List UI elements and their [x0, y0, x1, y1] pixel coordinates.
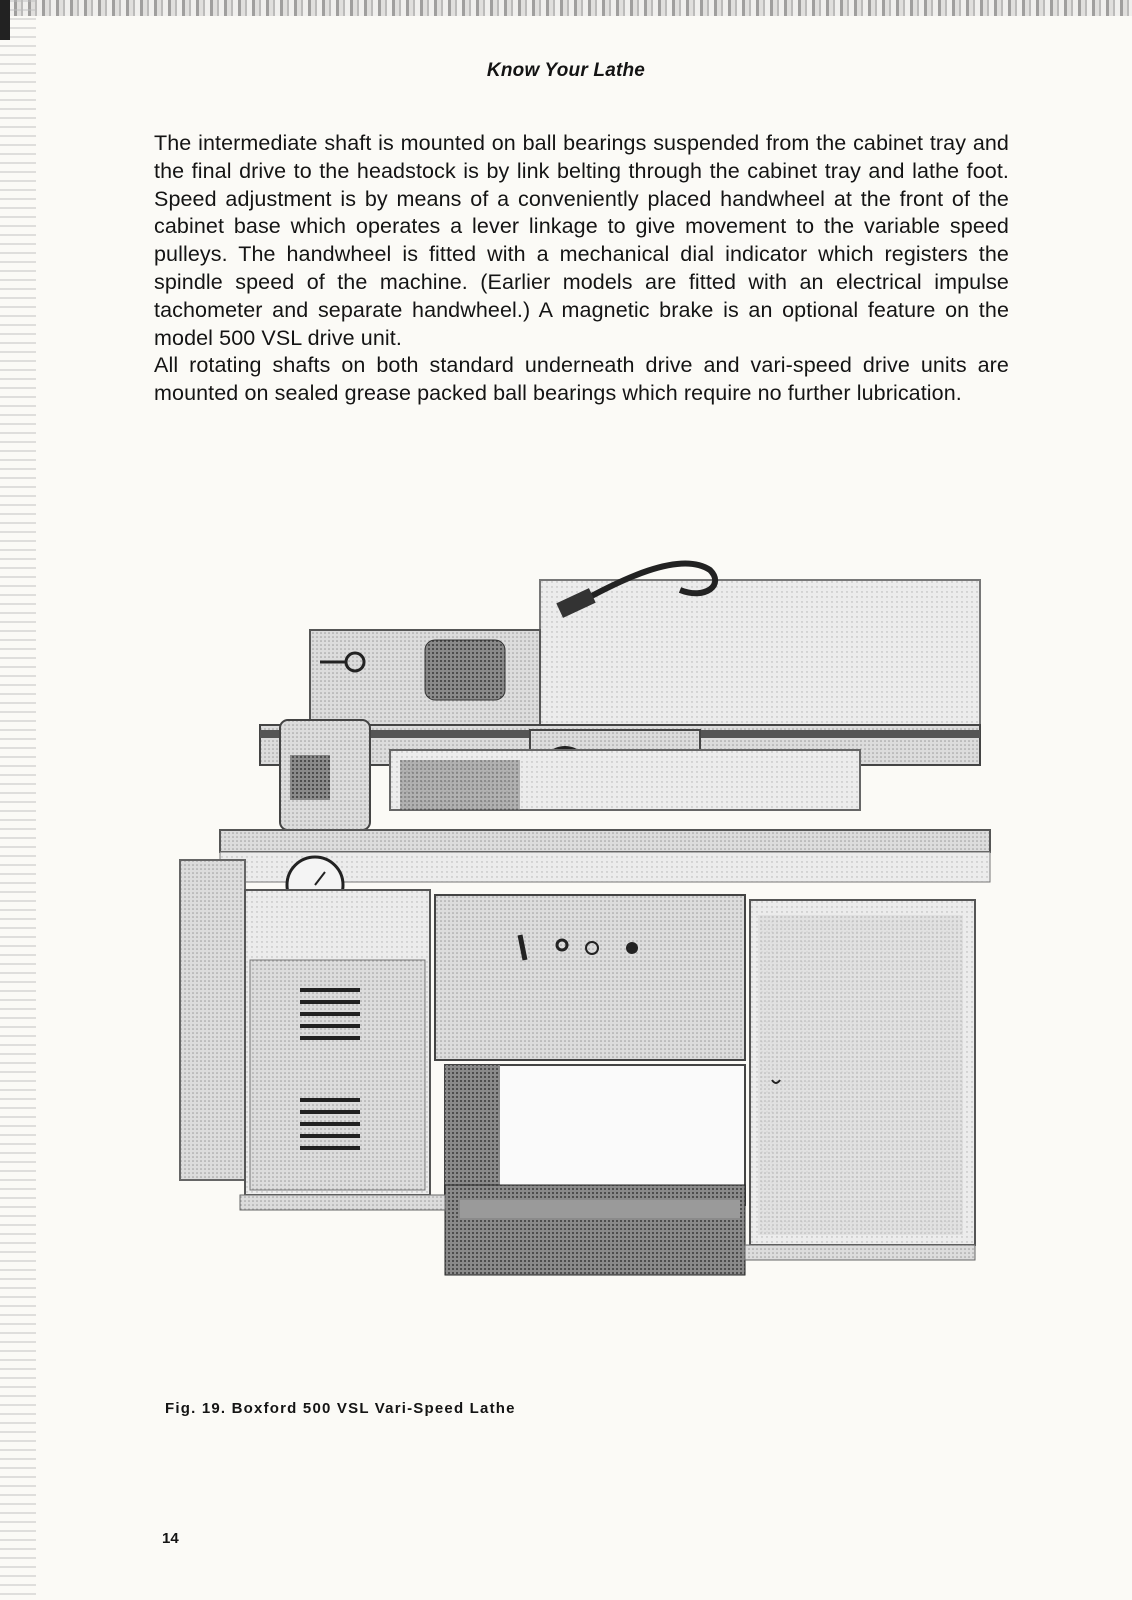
scan-top-edge: [0, 0, 1132, 16]
paragraph-2: All rotating shafts on both standard underneath drive and vari-speed drive units are mounted on sealed grease packed ball bearings which require no further lubrication.: [154, 353, 1009, 406]
page-number: 14: [162, 1530, 179, 1547]
paragraph-1: The intermediate shaft is mounted on ball bearings suspended from the cabinet tray and the final drive to the headstock is by link belting through the cabinet tray and lathe foot. Speed adjustment is by means of a conveniently placed handwheel at the front of the cabinet base which operates a lever linkage to give movement to the variable speed pulleys. The handwheel is fitted with a mechanical dial indicator which registers the spindle speed of the machine. (Earlier models are fitted with an electrical impulse tachometer and separate handwheel.) A magnetic brake is an optional feature on the model 500 VSL drive unit.: [154, 131, 1009, 350]
scan-left-edge: [0, 0, 36, 1600]
lathe-illustration: [160, 560, 1010, 1340]
scan-mark: [0, 0, 10, 40]
lathe-photograph: [160, 560, 1010, 1340]
running-head: Know Your Lathe: [486, 60, 646, 81]
body-text: [154, 130, 1009, 408]
figure-caption: Fig. 19. Boxford 500 VSL Vari-Speed Lathe: [165, 1400, 516, 1417]
